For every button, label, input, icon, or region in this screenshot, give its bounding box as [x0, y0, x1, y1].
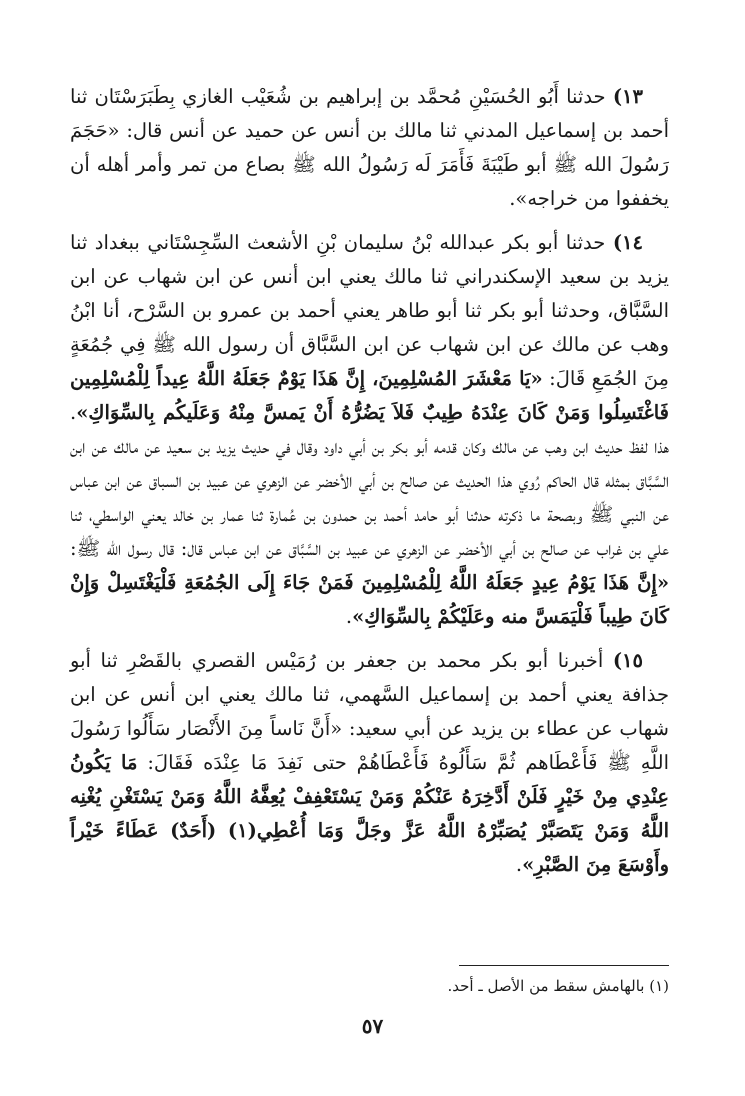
- hadith-number: ١٣): [612, 85, 643, 108]
- hadith-15: [70, 644, 669, 882]
- hadith-quote: «يَا مَعْشَرَ المُسْلِمِينَ، إِنَّ هَذَا يَوْمٌ جَعَلَهُ اللَّهُ عِيداً لِلْمُسْلِمِين فَاغْتَسِلُوا وَمَنْ كَانَ عِنْدَهُ طِيبٌ فَلاَ يَضُرُّهُ أَنْ يَمسَّ مِنْهُ وَعَلَيكُم بِالسِّوَاكِ»: [70, 367, 669, 424]
- tail-text: .: [515, 853, 523, 876]
- isnad-text: أخبرنا أبو بكر محمد بن جعفر بن رُمَيْس القصري بالقَصْرِ ثنا أبو جذافة يعني أحمد بن إسماعيل السَّهمي، ثنا مالك يعني ابن أنس عن ابن شهاب عن عطاء بن يزيد عن أبي سعيد: «أَنَّ نَاساً مِنَ الأَنْصَار سَأَلُوا رَسُولَ اللَّهِ ﷺ فَأَعْطَاهم ثُمَّ سَأَلُوهُ فَأَعْطَاهُمْ حتى نَفِدَ مَا عِنْدَه فَقَالَ:: [70, 649, 670, 774]
- hadith-number: ١٥): [612, 649, 643, 672]
- hadith-number: ١٤): [612, 231, 643, 254]
- commentary-text: . هذا لفظ حديث ابن وهب عن مالك وكان قدمه أبو بكر بن أبي داود وقال في حديث يزيد بن سعيد عن مالك عن ابن السَّبَّاق بمثله قال الحاكم رُوي هذا الحديث عن صالح بن أبي الأخضر عن الزهري عن عبيد بن السباق عن ابن عباس عن النبي ﷺ وبصحة ما ذكرته حدثنا أبو حامد أحمد بن حمدون بن عُمارة ثنا عمار بن خالد يعني الواسطي، ثنا علي بن غراب عن صالح بن أبي الأخضر عن الزهري عن عبيد بن السَّبَّاق عن ابن عباس قال: قال رسول الله ﷺ:: [70, 401, 669, 560]
- footnote: (١) بالهامش سقط من الأصل ـ أحد.: [447, 977, 669, 995]
- hadith-14: [70, 226, 669, 634]
- hadith-quote: «حَجَمَ رَسُولَ الله ﷺ أبو طَيْبَةَ فَأَمَرَ لَه رَسُولُ الله ﷺ بصاع من تمر وأمر أهله أن يخففوا من خراجه»: [70, 119, 669, 210]
- main-text: [70, 80, 669, 882]
- page-number: ٥٧: [361, 1014, 384, 1038]
- tail-text: .: [509, 187, 516, 210]
- tail-text: .: [345, 605, 353, 628]
- isnad-text: حدثنا أَبُو الحُسَيْنِ مُحمَّد بن إبراهيم بن شُعَيْب الغازي بِطَبَرَسْتَان ثنا أحمد بن إسماعيل المدني ثنا مالك بن أنس عن حميد عن أنس قال:: [70, 85, 670, 142]
- hadith-13: [70, 80, 669, 216]
- hadith-quote: مَا يَكُونُ عِنْدِي مِنْ خَيْرٍ فَلَنْ أَدَّخِرَهُ عَنْكُمْ وَمَنْ يَسْتَعْفِفْ يُعِفَّهُ اللَّهُ وَمَنْ يَسْتَغْنِ يُغْنِه اللَّهُ وَمَنْ يَتَصَبَّرْ يُصَبِّرْهُ اللَّهُ عَزَّ وجَلَّ وَمَا أُعْطِي(١) (أَحَدٌ) عَطَاءً خَيْراً وأَوْسَعَ مِنَ الصَّبْرِ»: [70, 751, 669, 876]
- footnote-divider: [459, 965, 669, 966]
- hadith-quote-second: «إِنَّ هَذَا يَوْمُ عِيدٍ جَعَلَهُ اللَّهُ لِلْمُسْلِمِينَ فَمَنْ جَاءَ إِلَى الجُمُعَةِ فَلْيَغْتَسِلْ وَإِنْ كَانَ طِيباً فَلْيَمَسَّ منه وعَلَيْكُمْ بِالسِّوَاكِ»: [70, 571, 669, 628]
- isnad-text: حدثنا أبو بكر عبدالله بْنُ سليمان بْنِ الأشعث السِّجِسْتَاني ببغداد ثنا يزيد بن سعيد الإسكندراني ثنا مالك يعني ابن أنس عن ابن شهاب عن ابن السَّبَّاق، وحدثنا أبو بكر ثنا أبو طاهر يعني أحمد بن عمرو بن السَّرْح، أنا ابْنُ وهب عن مالك عن ابن شهاب عن ابن السَّبَّاق أن رسول الله ﷺ فِي جُمُعَةٍ مِنَ الجُمَعِ قَالَ:: [70, 231, 670, 390]
